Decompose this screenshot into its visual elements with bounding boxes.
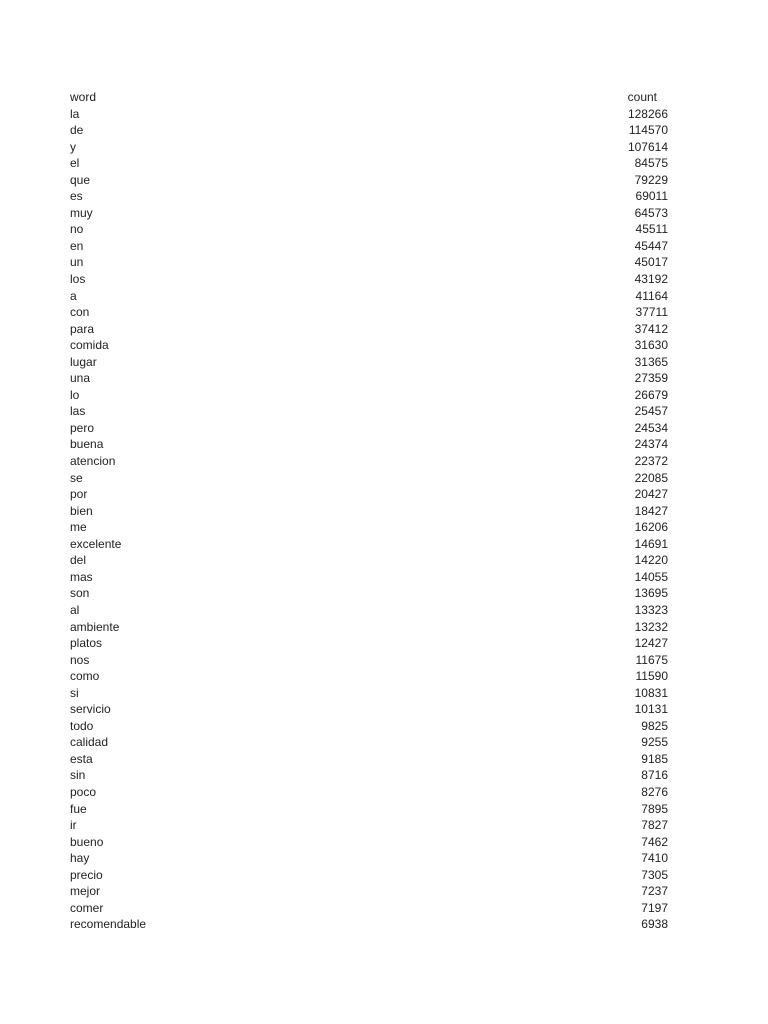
count-cell: 11675 (635, 652, 668, 667)
word-cell: las (70, 404, 86, 419)
word-cell: precio (70, 867, 103, 882)
table-row (70, 503, 668, 520)
table-row (70, 106, 668, 123)
word-cell: a (70, 288, 77, 303)
table-row (70, 701, 668, 718)
table-row (70, 916, 668, 933)
table-row (70, 784, 668, 801)
count-cell: 7197 (641, 900, 668, 915)
count-cell: 27359 (634, 371, 668, 386)
table-body (70, 106, 668, 933)
count-cell: 12427 (634, 636, 668, 651)
word-cell: buena (70, 437, 104, 452)
table-row (70, 205, 668, 222)
word-cell: servicio (70, 702, 111, 717)
table-row (70, 751, 668, 768)
table-row (70, 734, 668, 751)
word-cell: todo (70, 718, 94, 733)
count-cell: 9825 (641, 718, 668, 733)
count-cell: 37412 (634, 321, 668, 336)
count-cell: 13695 (634, 586, 668, 601)
count-cell: 107614 (627, 139, 668, 154)
count-cell: 31630 (634, 338, 668, 353)
word-cell: recomendable (70, 917, 147, 932)
word-cell: son (70, 586, 90, 601)
count-cell: 43192 (634, 272, 668, 287)
word-cell: un (70, 255, 84, 270)
table-row (70, 155, 668, 172)
table-row (70, 486, 668, 503)
count-cell: 6938 (641, 917, 668, 932)
table-row (70, 337, 668, 354)
word-cell: fue (70, 801, 87, 816)
count-cell: 13323 (634, 602, 668, 617)
count-cell: 20427 (634, 487, 668, 502)
table-row (70, 883, 668, 900)
table-row (70, 767, 668, 784)
table-row (70, 900, 668, 917)
word-cell: platos (70, 636, 103, 651)
word-cell: mejor (70, 884, 101, 899)
word-cell: calidad (70, 735, 109, 750)
table-row (70, 569, 668, 586)
count-cell: 45017 (634, 255, 668, 270)
table-row (70, 635, 668, 652)
table-row (70, 370, 668, 387)
word-cell: el (70, 156, 80, 171)
table-row (70, 585, 668, 602)
table-row (70, 685, 668, 702)
count-cell: 16206 (634, 520, 668, 535)
word-cell: con (70, 305, 90, 320)
table-row (70, 271, 668, 288)
word-cell: se (70, 470, 83, 485)
count-cell: 22372 (634, 454, 668, 469)
count-cell: 64573 (634, 205, 668, 220)
table-row (70, 188, 668, 205)
word-cell: del (70, 553, 87, 568)
word-cell: los (70, 272, 86, 287)
word-cell: excelente (70, 536, 122, 551)
word-cell: esta (70, 751, 93, 766)
count-cell: 9255 (641, 735, 668, 750)
word-cell: la (70, 106, 80, 121)
table-row (70, 122, 668, 139)
count-cell: 37711 (635, 305, 668, 320)
word-cell: una (70, 371, 91, 386)
word-cell: atencion (70, 454, 116, 469)
table-row (70, 436, 668, 453)
count-cell: 79229 (634, 172, 668, 187)
count-cell: 22085 (634, 470, 668, 485)
word-cell: comer (70, 900, 104, 915)
table-row (70, 172, 668, 189)
table-row (70, 519, 668, 536)
word-cell: sin (70, 768, 86, 783)
count-cell: 14691 (634, 536, 668, 551)
word-cell: no (70, 222, 84, 237)
table-row (70, 354, 668, 371)
count-cell: 41164 (635, 288, 668, 303)
count-cell: 26679 (634, 387, 668, 402)
count-cell: 7305 (641, 867, 668, 882)
word-cell: si (70, 685, 79, 700)
count-cell: 18427 (634, 503, 668, 518)
table-row (70, 453, 668, 470)
table-row (70, 139, 668, 156)
word-cell: de (70, 123, 84, 138)
count-cell: 25457 (634, 404, 668, 419)
word-cell: bueno (70, 834, 104, 849)
table-row (70, 552, 668, 569)
table-row (70, 536, 668, 553)
count-cell: 8276 (641, 784, 668, 799)
count-cell: 69011 (635, 189, 668, 204)
word-count-table (70, 89, 668, 933)
word-cell: ambiente (70, 619, 120, 634)
word-cell: por (70, 487, 88, 502)
count-cell: 128266 (627, 106, 668, 121)
count-cell: 31365 (634, 354, 668, 369)
count-cell: 7237 (641, 884, 668, 899)
word-cell: que (70, 172, 91, 187)
table-row (70, 602, 668, 619)
table-row (70, 867, 668, 884)
column-header-word: word (70, 90, 97, 104)
word-cell: mas (70, 569, 93, 584)
word-cell: en (70, 238, 84, 253)
count-cell: 7827 (641, 818, 668, 833)
word-cell: es (70, 189, 83, 204)
table-row (70, 403, 668, 420)
table-row (70, 801, 668, 818)
word-cell: bien (70, 503, 93, 518)
table-header (70, 89, 668, 106)
word-cell: poco (70, 784, 97, 799)
word-cell: hay (70, 851, 90, 866)
table-row (70, 288, 668, 305)
count-cell: 7895 (641, 801, 668, 816)
word-cell: y (70, 139, 76, 154)
table-row (70, 619, 668, 636)
table-row (70, 221, 668, 238)
word-cell: ir (70, 818, 77, 833)
count-cell: 11590 (635, 669, 668, 684)
count-cell: 10831 (634, 685, 668, 700)
table-row (70, 718, 668, 735)
table-row (70, 238, 668, 255)
table-row (70, 668, 668, 685)
table-row (70, 387, 668, 404)
count-cell: 7410 (641, 851, 668, 866)
table-row (70, 321, 668, 338)
table-row (70, 254, 668, 271)
table-row (70, 652, 668, 669)
count-cell: 45511 (635, 222, 668, 237)
count-cell: 14220 (634, 553, 668, 568)
table-row (70, 817, 668, 834)
word-cell: me (70, 520, 87, 535)
count-cell: 7462 (641, 834, 668, 849)
word-cell: pero (70, 420, 95, 435)
table-row (70, 850, 668, 867)
count-cell: 24534 (634, 420, 668, 435)
count-cell: 9185 (641, 751, 668, 766)
count-cell: 13232 (634, 619, 668, 634)
count-cell: 14055 (634, 569, 668, 584)
count-cell: 8716 (641, 768, 668, 783)
word-cell: como (70, 669, 100, 684)
count-cell: 84575 (634, 156, 668, 171)
table-row (70, 420, 668, 437)
word-cell: para (70, 321, 95, 336)
table-row (70, 834, 668, 851)
count-cell: 45447 (634, 238, 668, 253)
count-cell: 10131 (634, 702, 668, 717)
table-row (70, 304, 668, 321)
count-cell: 114570 (628, 123, 668, 138)
word-cell: lo (70, 387, 80, 402)
count-cell: 24374 (634, 437, 668, 452)
word-cell: lugar (70, 354, 97, 369)
word-cell: comida (70, 338, 109, 353)
column-header-count: count (627, 90, 657, 104)
word-cell: al (70, 602, 80, 617)
word-cell: muy (70, 205, 93, 220)
table-row (70, 470, 668, 487)
word-cell: nos (70, 652, 90, 667)
